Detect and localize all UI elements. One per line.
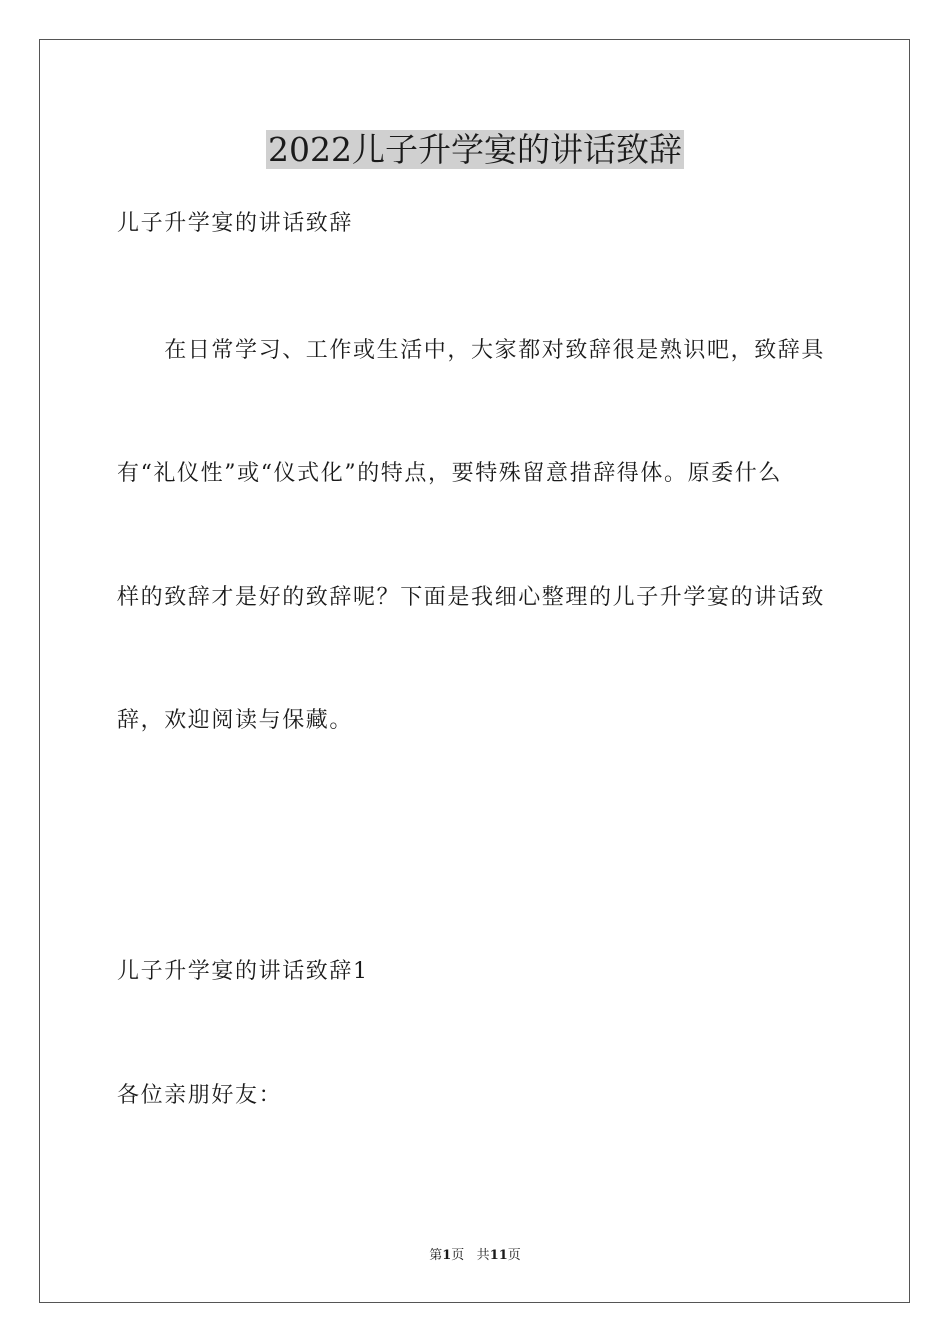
intro-line-2: 有“礼仪性”或“仪式化”的特点，要特殊留意措辞得体。原委什么 xyxy=(117,461,782,486)
page-number: 1 xyxy=(442,1248,452,1263)
document-subtitle: 儿子升学宴的讲话致辞 xyxy=(117,211,354,236)
document-title-text: 2022儿子升学宴的讲话致辞 xyxy=(268,130,682,169)
section-heading: 儿子升学宴的讲话致辞1 xyxy=(117,959,369,984)
greeting: 各位亲朋好友： xyxy=(117,1083,283,1108)
total-suffix: 页 xyxy=(507,1248,521,1263)
page-footer xyxy=(0,1247,950,1265)
total-prefix: 共 xyxy=(476,1248,490,1263)
total-pages: 11 xyxy=(489,1248,508,1263)
page-prefix: 第 xyxy=(429,1248,443,1263)
intro-line-4: 辞，欢迎阅读与保藏。 xyxy=(117,708,354,733)
page-suffix: 页 xyxy=(451,1248,465,1263)
intro-line-3: 样的致辞才是好的致辞呢？下面是我细心整理的儿子升学宴的讲话致 xyxy=(117,585,826,610)
intro-line-1: 在日常学习、工作或生活中，大家都对致辞很是熟识吧，致辞具 xyxy=(117,338,826,363)
document-title xyxy=(0,127,950,173)
